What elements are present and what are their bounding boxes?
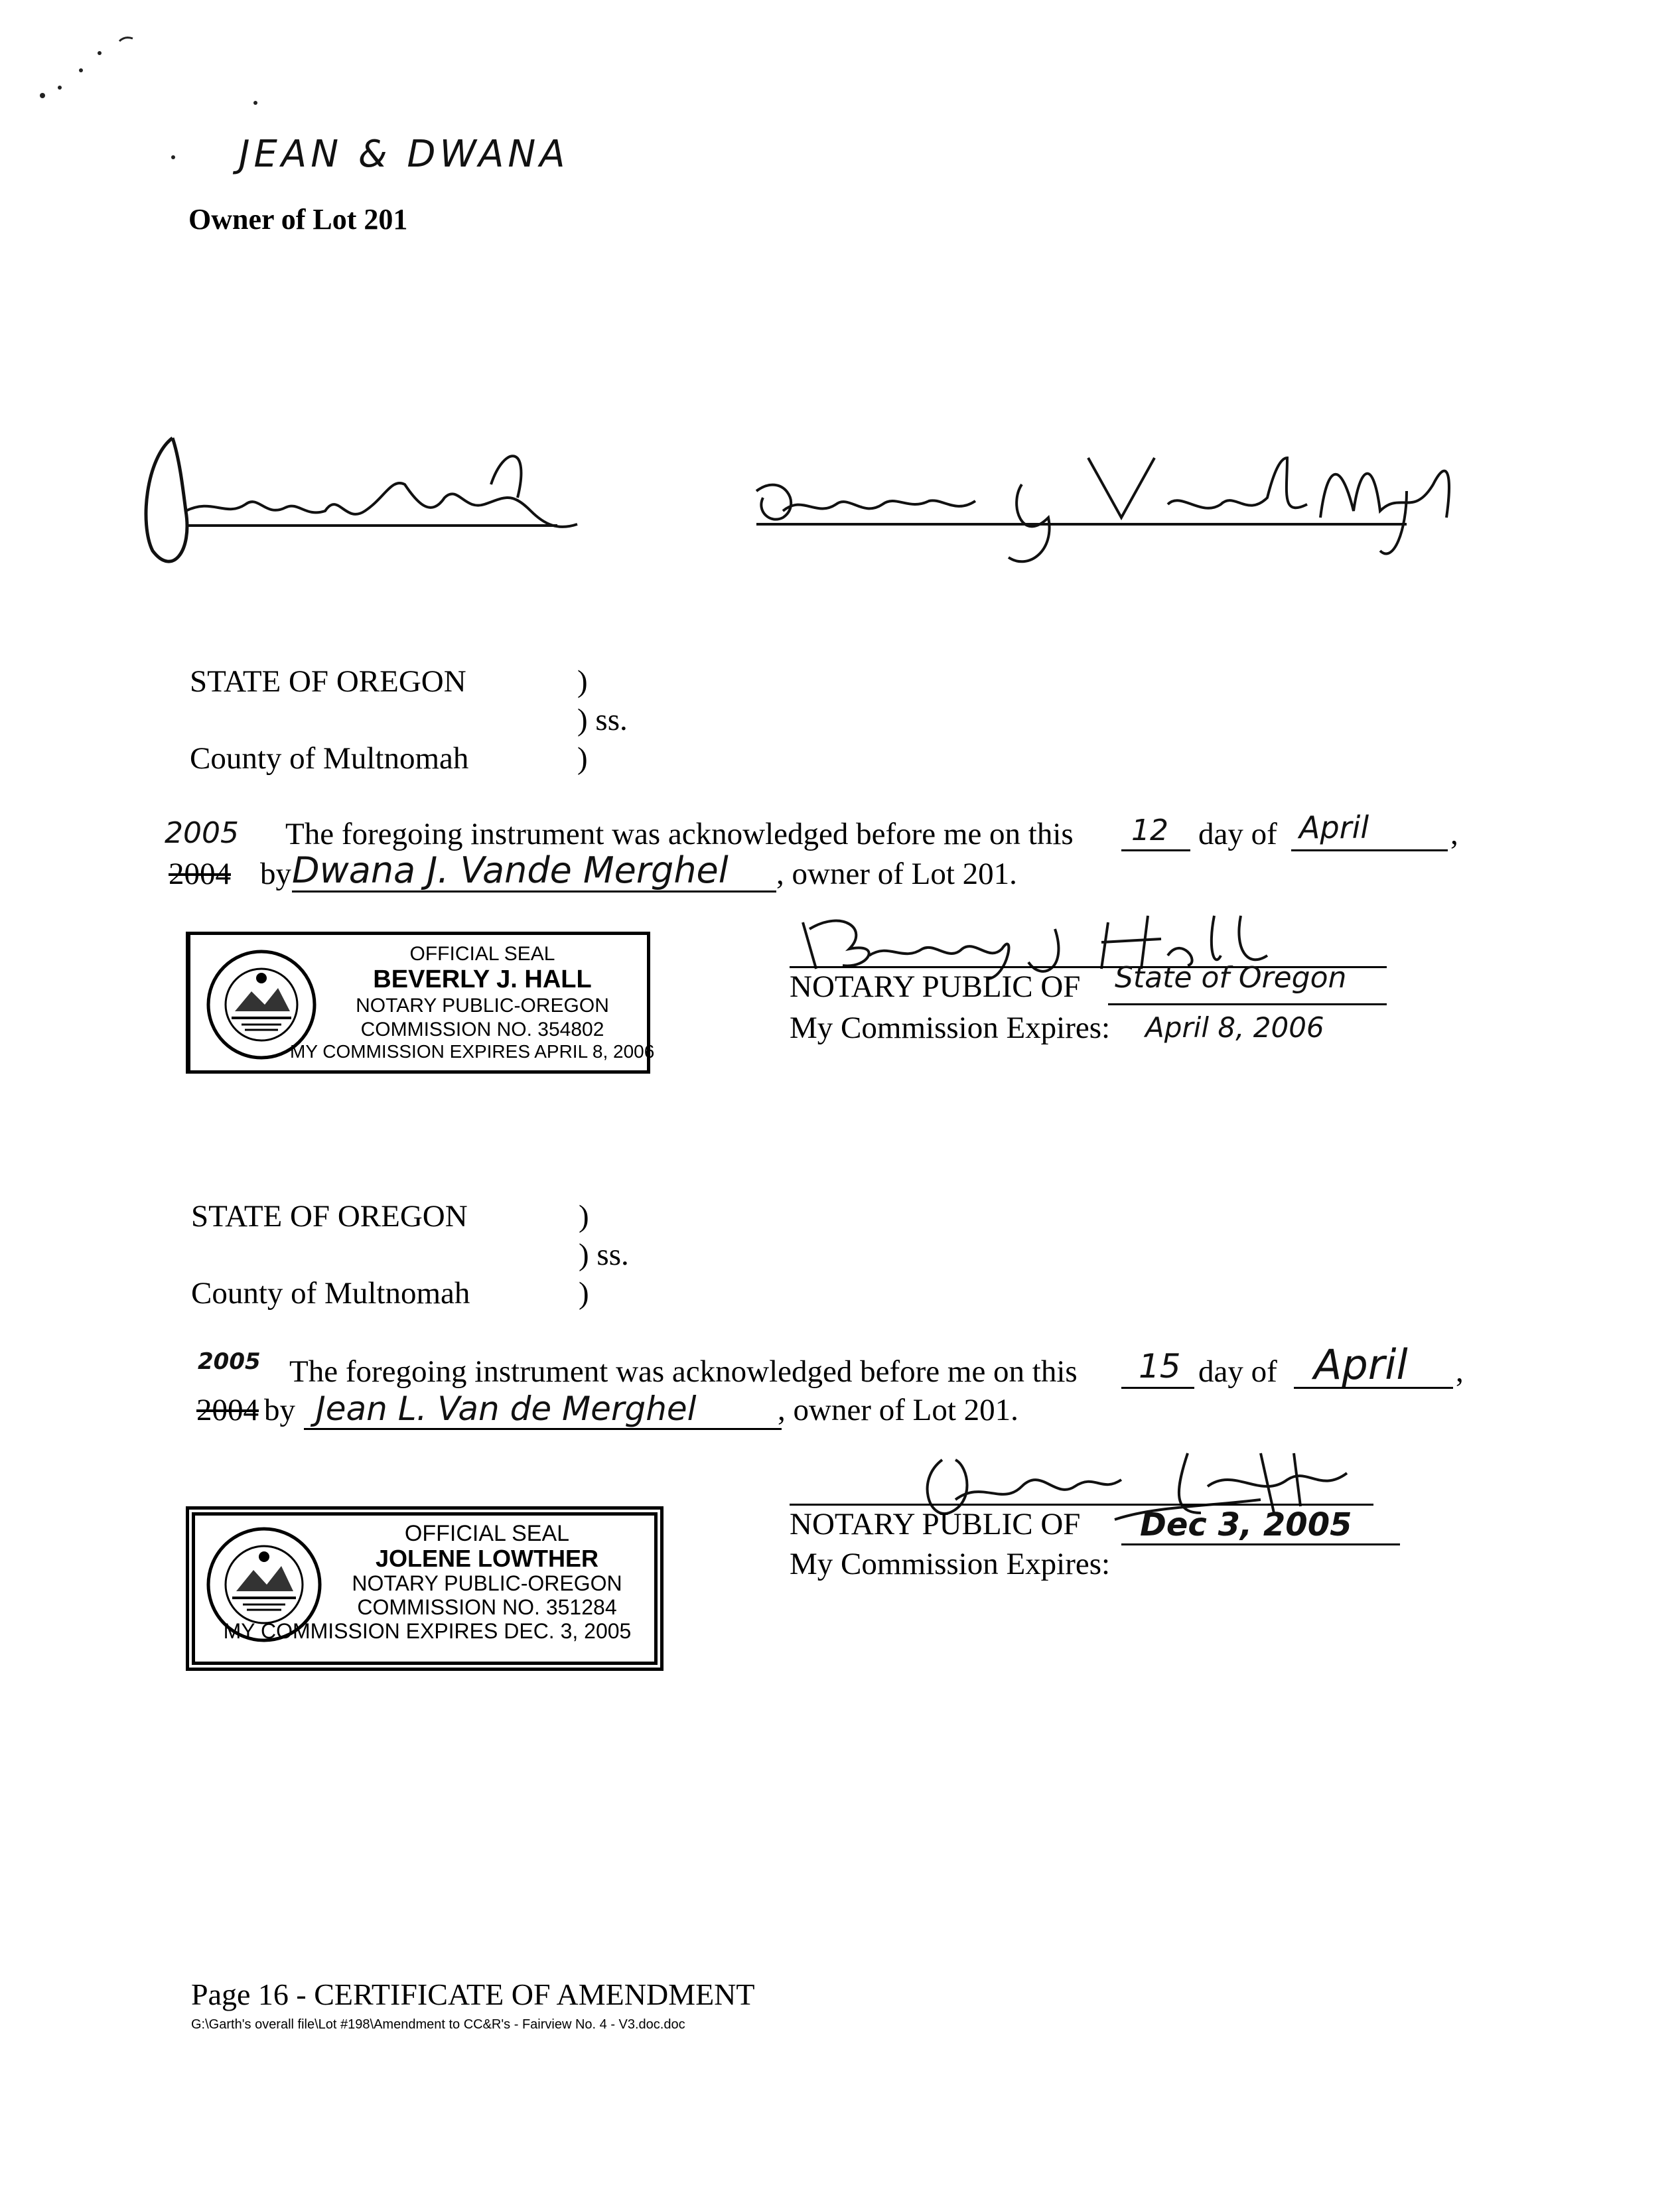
name-line-2	[304, 1428, 782, 1430]
notary-state-line-2	[1121, 1543, 1400, 1545]
file-path: G:\Garth's overall file\Lot #198\Amendment to CC&R's - Fairview No. 4 - V3.doc.doc	[191, 2017, 685, 2032]
day-handwritten-2: 15	[1139, 1347, 1181, 1386]
by-2: by	[264, 1393, 295, 1427]
seal-1-line5: MY COMMISSION EXPIRES APRIL 8, 2006	[290, 1041, 655, 1062]
notary-signature-line-2	[790, 1504, 1373, 1506]
notary-public-label-1: NOTARY PUBLIC OF	[790, 969, 1081, 1004]
month-line-1	[1291, 849, 1448, 851]
paren-1a: )	[577, 664, 588, 699]
comma-1: ,	[1450, 817, 1458, 851]
scan-dot	[252, 100, 259, 106]
ack-text-1: The foregoing instrument was acknowledged before me on this	[285, 817, 1074, 851]
notary-public-label-2: NOTARY PUBLIC OF	[790, 1507, 1081, 1541]
signer-name-handwritten-1: Dwana J. Vande Merghel	[292, 849, 729, 891]
seal-1-line1: OFFICIAL SEAL	[409, 943, 555, 965]
commission-expires-label-2: My Commission Expires:	[790, 1547, 1111, 1581]
seal-2-line2: JOLENE LOWTHER	[375, 1545, 598, 1572]
paren-1b: )	[577, 741, 588, 776]
handwritten-owner-names: JEAN & DWANA	[239, 133, 569, 176]
ack-text-2: The foregoing instrument was acknowledged before me on this	[289, 1354, 1078, 1389]
ss-2: ) ss.	[579, 1238, 629, 1272]
ss-1: ) ss.	[577, 703, 628, 737]
commission-expires-handwritten-1: April 8, 2006	[1145, 1011, 1324, 1044]
day-of-1: day of	[1198, 817, 1277, 851]
name-line-1	[292, 891, 776, 892]
seal-2-line4: COMMISSION NO. 351284	[357, 1595, 617, 1619]
notary-state-line-1	[1108, 1003, 1387, 1005]
page-footer-label: Page 16 - CERTIFICATE OF AMENDMENT	[191, 1977, 755, 2011]
year-handwritten-2: 2005	[198, 1348, 261, 1375]
commission-expires-handwritten-2: Dec 3, 2005	[1140, 1506, 1352, 1543]
month-line-2	[1294, 1387, 1453, 1389]
day-of-2: day of	[1198, 1354, 1277, 1389]
owner-suffix-1: , owner of Lot 201.	[776, 857, 1017, 891]
signer-name-handwritten-2: Jean L. Van de Merghel	[316, 1390, 697, 1428]
day-line-1	[1121, 849, 1190, 851]
notary-state-handwritten-1: State of Oregon	[1115, 961, 1347, 995]
paren-2b: )	[579, 1276, 589, 1311]
month-handwritten-2: April	[1314, 1340, 1408, 1389]
seal-1-line3: NOTARY PUBLIC-OREGON	[356, 995, 609, 1017]
signature-jean	[133, 418, 597, 577]
year-struck-1: 2004	[169, 857, 231, 891]
county-heading-2: County of Multnomah	[191, 1276, 470, 1311]
signature-dwana	[743, 431, 1473, 577]
official-seal-1	[186, 932, 655, 1074]
scan-marks	[33, 27, 139, 106]
comma-2: ,	[1456, 1354, 1464, 1389]
day-line-2	[1121, 1387, 1194, 1389]
seal-2-line3: NOTARY PUBLIC-OREGON	[352, 1571, 622, 1595]
commission-expires-label-1: My Commission Expires:	[790, 1011, 1111, 1045]
day-handwritten-1: 12	[1131, 814, 1168, 847]
by-1: by	[260, 857, 291, 891]
seal-2-line5: MY COMMISSION EXPIRES DEC. 3, 2005	[223, 1619, 632, 1643]
seal-2-line1: OFFICIAL SEAL	[404, 1521, 570, 1546]
owner-label: Owner of Lot 201	[188, 203, 408, 236]
seal-1-line2: BEVERLY J. HALL	[373, 965, 592, 993]
scan-dot	[170, 154, 176, 161]
owner-suffix-2: , owner of Lot 201.	[778, 1393, 1018, 1427]
state-heading-1: STATE OF OREGON	[190, 664, 466, 699]
county-heading-1: County of Multnomah	[190, 741, 469, 776]
official-seal-2	[186, 1506, 664, 1671]
state-heading-2: STATE OF OREGON	[191, 1199, 468, 1234]
seal-1-line4: COMMISSION NO. 354802	[360, 1019, 604, 1040]
paren-2a: )	[579, 1199, 589, 1234]
year-struck-2: 2004	[196, 1393, 259, 1427]
month-handwritten-1: April	[1299, 810, 1369, 845]
year-handwritten-1: 2005	[165, 816, 239, 850]
